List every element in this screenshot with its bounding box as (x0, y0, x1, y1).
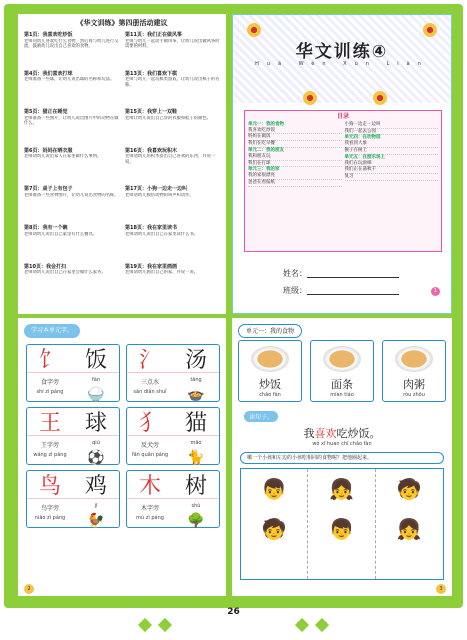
tip-text: 老师准备一些图片，让幼儿说出图片中的动物在做什么。 (24, 115, 119, 127)
flower-icon (303, 91, 317, 105)
book-title: 华文训练④ (295, 42, 389, 62)
toc-item: 猴子在树上 (345, 148, 439, 155)
radical-char: 犭 (138, 411, 161, 436)
tip-item (125, 224, 220, 261)
tip-item (24, 108, 119, 145)
food-picture (320, 344, 364, 374)
radical-caption (27, 440, 73, 470)
tip-heading: 第4页：我们喜欢打球 (24, 70, 73, 77)
sentence-part: 我 (303, 427, 315, 440)
matching-grid[interactable] (240, 468, 444, 580)
page-marker: 1 (431, 287, 440, 296)
tip-item (24, 147, 119, 184)
toc-unit: 单元二：我的朋友 (248, 147, 284, 153)
example-picture (173, 503, 219, 533)
radical-char: 王 (38, 411, 61, 436)
food-name: 肉粥 (403, 378, 425, 391)
radical-card (26, 407, 120, 465)
unit-header: 单元一：我的食物 (238, 324, 302, 338)
food-pinyin: ròu zhōu (403, 392, 425, 398)
tip-item (125, 31, 220, 68)
toc-item: 小狗一边走一边叫 (345, 122, 439, 129)
radical-pinyin: shí zì páng (36, 389, 64, 395)
diamond-decoration (315, 618, 329, 632)
picture-icon: 🍲 (187, 387, 205, 403)
toc-item: 我喜欢吃炒饭 (248, 128, 342, 135)
tip-heading: 第18页：我在家里读书 (125, 224, 177, 231)
tip-heading: 第15页：我穿上一双鞋 (125, 109, 177, 116)
tip-item (125, 185, 220, 222)
tip-item (24, 185, 119, 222)
example-picture (73, 377, 119, 407)
tip-heading: 第11页：我们正在做风筝 (125, 32, 182, 38)
char-pinyin: qiú (92, 440, 100, 446)
radical-caption (127, 377, 173, 407)
radical-card (126, 344, 220, 402)
radical-pinyin: mù zì páng (136, 515, 164, 521)
toc-left-column (248, 122, 342, 187)
radical-name: 木字旁 (140, 505, 159, 512)
picture-icon: ⚽ (87, 450, 105, 466)
radical-caption (127, 440, 173, 470)
example-char: 球 (84, 411, 107, 436)
toc-item: 我们在打球 (248, 161, 342, 168)
example-picture (173, 440, 219, 470)
flower-icon (247, 23, 261, 37)
sentence-highlight: 喜欢 (314, 427, 337, 440)
radical-pinyin: wáng zì páng (33, 452, 67, 458)
tip-heading: 第16页：我喜欢玩积木 (125, 147, 177, 154)
food-name: 炒饭 (259, 378, 281, 391)
tip-item (125, 263, 220, 300)
radical-char: 饣 (38, 348, 61, 373)
radicals-panel (18, 318, 226, 596)
toc-title: 目录 (336, 113, 349, 120)
name-label: 姓名： (283, 269, 307, 278)
class-label: 班级： (283, 286, 307, 295)
radicals-header: 学习本单元字。 (24, 324, 80, 338)
food-pinyin: miàn tiáo (330, 392, 354, 398)
tip-text: 老师准备一些食物图片，让幼儿说出食物的名称。 (24, 192, 119, 198)
radical-name: 反犬旁 (140, 442, 159, 449)
food-card (238, 340, 302, 402)
example-picture (73, 503, 119, 533)
tip-text: 老师请幼儿说出自己在家里会做什么家务。 (24, 270, 106, 276)
tip-heading: 第17页：小狗一边走一边叫 (125, 186, 187, 193)
page-marker: 3 (436, 584, 446, 594)
example-picture (73, 440, 119, 470)
book-cover-panel (232, 14, 452, 314)
tip-text: 老师让幼儿说出自己穿的衣服和鞋子的颜色。 (125, 115, 211, 121)
diamond-decoration (158, 618, 172, 632)
toc-item: 我们正在荡秋千 (345, 167, 439, 174)
toc-right-column (345, 122, 439, 187)
tips-title: 《华文训练》第四册活动建议 (76, 19, 168, 27)
radical-caption (27, 377, 73, 407)
radical-card (26, 470, 120, 528)
tip-text: 老师问幼儿喜欢吃什么食物，然后再与幼儿进行交流，鼓励幼儿说出自己喜欢的食物。 (24, 38, 119, 50)
food-picture (392, 344, 436, 374)
toc-item: 我看到大象 (345, 141, 439, 148)
food-pinyin: chǎo fàn (259, 392, 281, 398)
tip-text: 老师请幼儿画出自己的家，并说一说。 (125, 270, 199, 276)
radical-char: 木 (138, 474, 161, 499)
food-name: 面条 (331, 378, 353, 391)
example-char: 树 (184, 474, 207, 499)
flower-icon (373, 91, 387, 105)
radical-caption (127, 503, 173, 533)
activity-tips-panel (18, 14, 226, 314)
table-of-contents (244, 110, 442, 252)
food-card (382, 340, 446, 402)
name-line[interactable] (307, 270, 399, 278)
tip-item (125, 108, 220, 145)
tip-item (125, 70, 220, 107)
radical-card (126, 470, 220, 528)
tip-heading: 第6页：妈妈在晒衣服 (24, 147, 73, 154)
child-eating-illustration[interactable]: 👦 🧒 (241, 469, 308, 579)
char-pinyin: jī (94, 503, 98, 509)
toc-unit: 单元五：在游乐场上 (344, 154, 385, 160)
page-footer (238, 584, 446, 594)
tip-heading: 第5页：猫正在睡觉 (24, 109, 68, 116)
food-picture (248, 344, 292, 374)
child-eating-illustration[interactable]: 🧒 👧 (396, 477, 422, 541)
radical-name: 鸟字旁 (40, 505, 59, 512)
picture-icon: 🌳 (187, 513, 205, 529)
tip-text: 老师请幼儿用积木搭出自己喜欢的东西，并说一说。 (125, 154, 216, 165)
tip-heading: 第13页：我们喜欢下棋 (125, 70, 177, 77)
tip-heading: 第8页：我有一个碗 (24, 224, 68, 231)
tip-item (125, 147, 220, 184)
char-pinyin: shù (191, 503, 201, 509)
tip-text: 老师与幼儿一起玩棋类游戏，让幼儿说出棋子的名称。 (125, 77, 220, 88)
sentence-pinyin: wǒ xǐ huan chī chǎo fàn (312, 441, 372, 447)
tip-heading: 第10页：我会打扫 (24, 263, 66, 270)
radical-char: 氵 (138, 348, 161, 373)
food-card (310, 340, 374, 402)
example-char: 鸡 (84, 474, 107, 499)
radical-pinyin: niǎo zì páng (34, 515, 66, 521)
tip-text: 老师请幼儿说出自己在家里读什么书。 (125, 231, 199, 237)
tip-heading: 第1页：我喜欢吃炒饭 (24, 32, 73, 38)
flower-icon (423, 23, 437, 37)
toc-item: 复习 (345, 174, 439, 181)
example-picture (173, 377, 219, 407)
page-marker: 2 (24, 584, 34, 594)
toc-item: 我们在吃早餐 (248, 141, 342, 148)
food-cards-grid (238, 340, 446, 402)
unit-one-panel (232, 318, 452, 596)
radical-name: 食字旁 (40, 379, 59, 386)
toc-item: 我们一起去公园 (345, 129, 439, 136)
diamond-decoration (138, 618, 152, 632)
radical-name: 三点水 (140, 379, 159, 386)
radical-char: 鸟 (38, 474, 61, 499)
toc-unit: 单元四：在动物园 (344, 135, 381, 141)
tip-text: 老师与幼儿一起动手做风筝，让幼儿说出做风筝时需要的材料。 (125, 38, 220, 50)
tip-item (24, 263, 119, 300)
page-footer (24, 584, 220, 594)
radical-caption (27, 503, 73, 533)
class-line[interactable] (307, 287, 399, 295)
char-pinyin: māo (190, 440, 202, 446)
book-title-pinyin: Huá Wén Xùn Liàn (255, 61, 429, 67)
radical-card (26, 344, 120, 402)
child-eating-illustration[interactable]: 👧 👦 (308, 469, 375, 579)
tip-heading: 第7页：桌子上有包子 (24, 186, 73, 193)
diamond-decoration (295, 618, 309, 632)
toc-item: 我们在玩滑梯 (345, 161, 439, 168)
tip-heading: 第19页：我在家里画画 (125, 263, 177, 270)
tip-item (24, 224, 119, 261)
tip-item (24, 31, 119, 68)
toc-unit: 单元三：我的家 (248, 167, 280, 173)
picture-icon: 🐓 (87, 513, 105, 529)
radical-cards-grid (26, 344, 220, 528)
picture-icon: 🍚 (87, 387, 105, 403)
toc-item: 妈妈在做饭 (248, 134, 342, 141)
sentence (232, 425, 452, 441)
read-label: 读句子。 (244, 411, 278, 422)
radical-card (126, 407, 220, 465)
toc-item: 我和朋友玩 (248, 154, 342, 161)
page-number: 26 (227, 607, 240, 617)
instruction: 哪一个小孩和左边的小孩吃相同的食物呢？把他圈起来。 (240, 452, 444, 464)
example-char: 饭 (84, 348, 107, 373)
sentence-part: 吃炒饭。 (336, 427, 381, 440)
tip-text: 老师请幼儿模仿动物的叫声和动作。 (125, 192, 194, 198)
tip-item (24, 70, 119, 107)
toc-unit: 单元一：我的食物 (248, 121, 284, 127)
tip-text: 老师准备一些球，让幼儿说出球的名称和玩法。 (24, 77, 115, 83)
picture-icon: 🐈 (187, 450, 205, 466)
radical-pinyin: fǎn quǎn páng (131, 452, 169, 458)
tips-grid (18, 28, 226, 302)
example-char: 猫 (184, 411, 207, 436)
student-info-form (283, 265, 399, 299)
example-char: 汤 (184, 348, 207, 373)
char-pinyin: tāng (190, 377, 202, 383)
char-pinyin: fàn (92, 377, 100, 383)
radical-name: 王字旁 (40, 442, 59, 449)
toc-item: 爸爸在看报纸 (248, 180, 342, 187)
tip-text: 老师请幼儿说出家人在家里做什么事情。 (24, 154, 102, 160)
toc-item: 我的家很漂亮 (248, 173, 342, 180)
radical-pinyin: sān diǎn shuǐ (133, 389, 167, 395)
tip-text: 老师请幼儿说出自己家里有什么餐具。 (24, 231, 98, 237)
